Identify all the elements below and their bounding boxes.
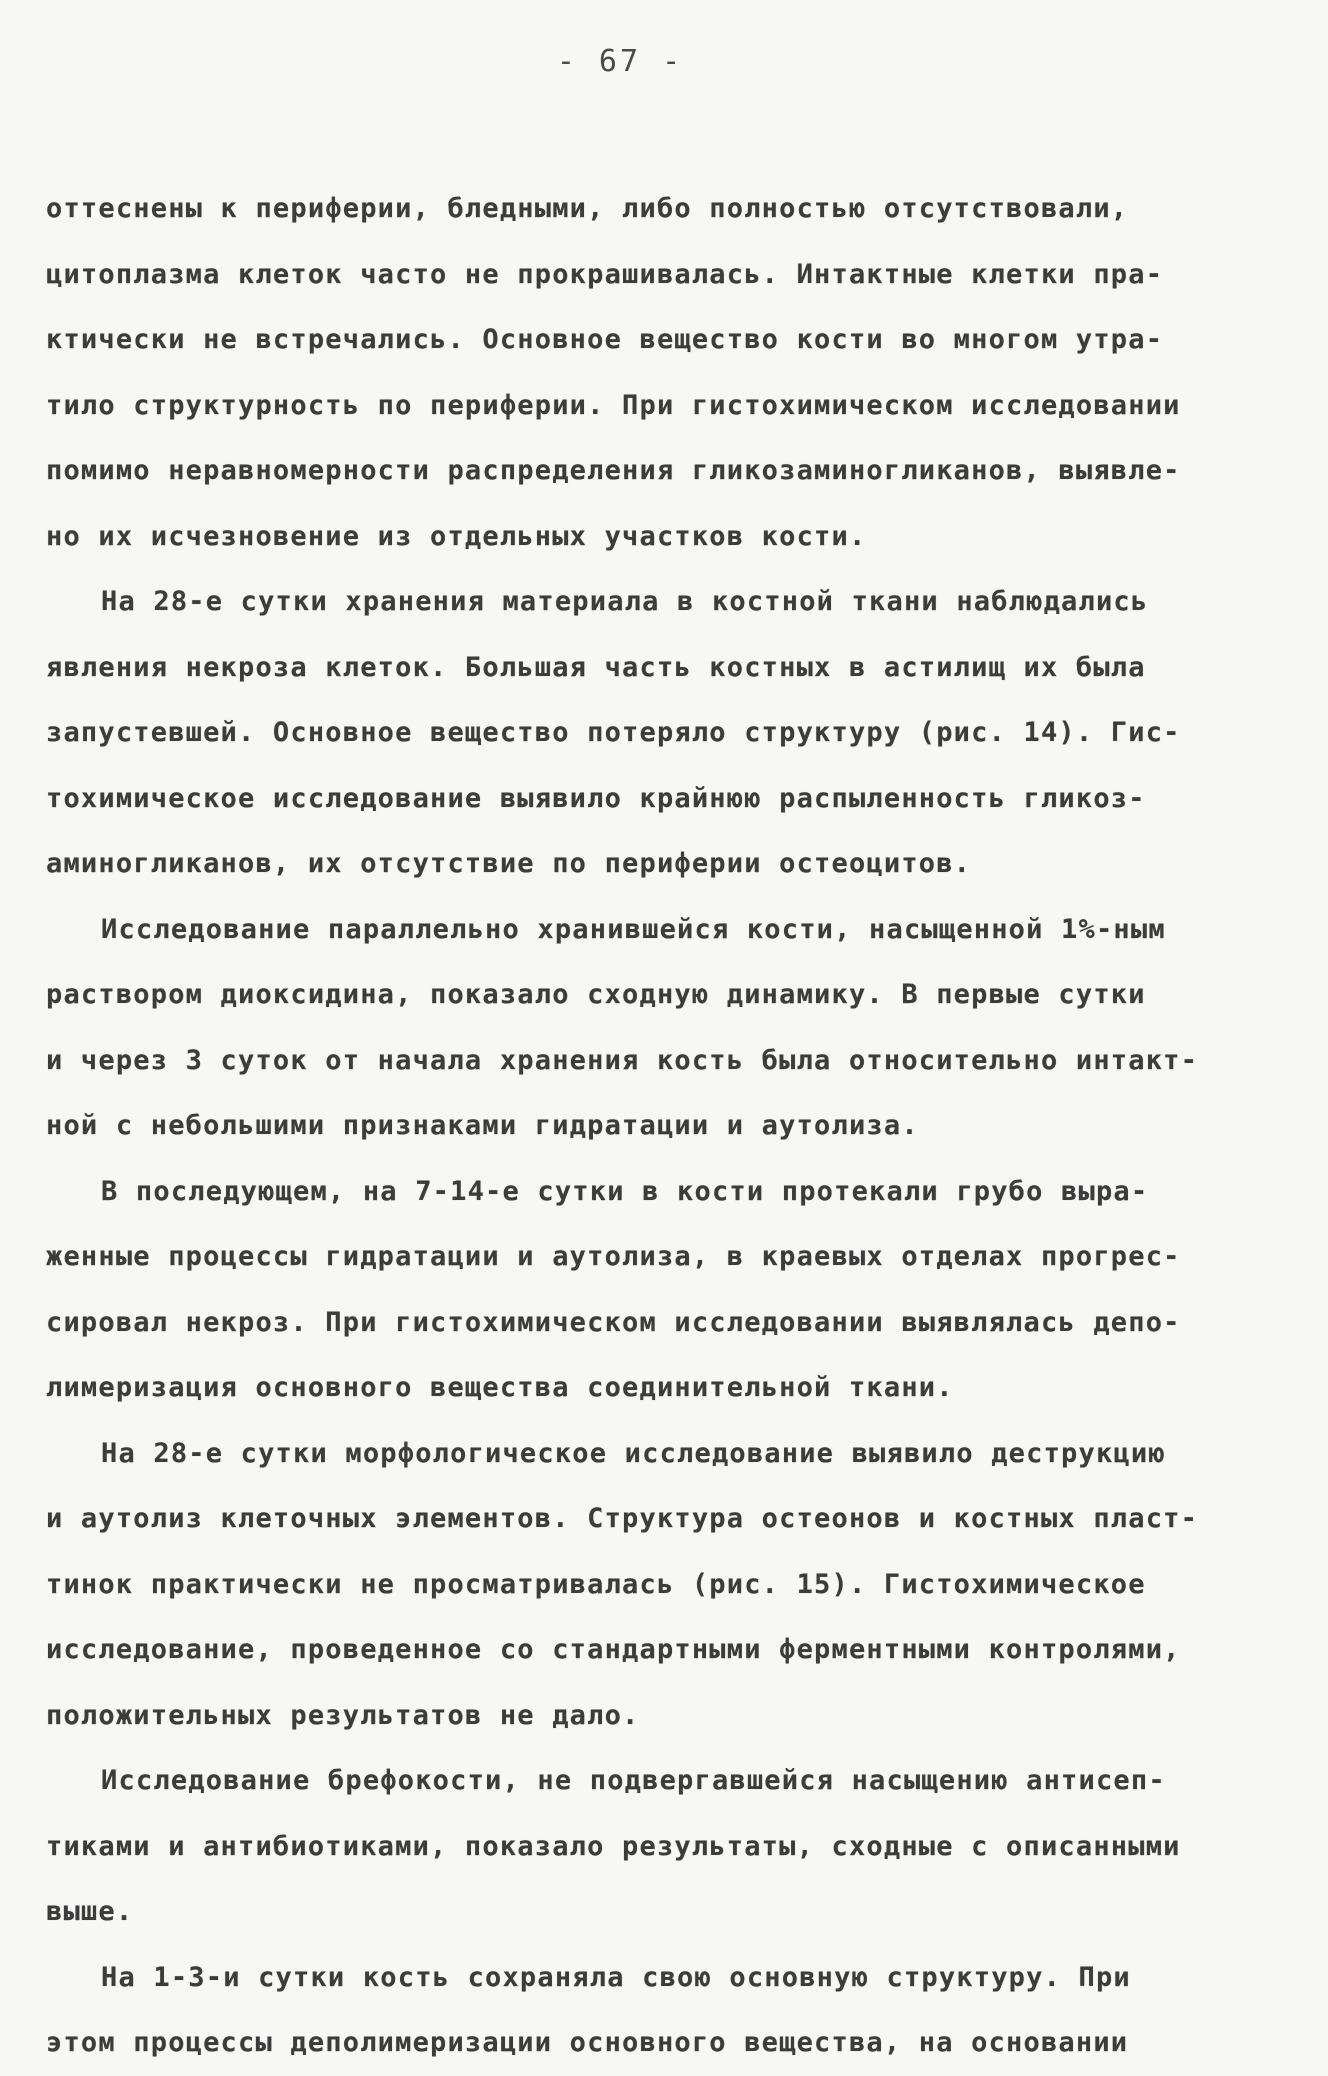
text-line: сировал некроз. При гистохимическом исследовании выявлялась депо-	[46, 1306, 1181, 1338]
text-line: оттеснены к периферии, бледными, либо полностью отсутствовали,	[46, 193, 1129, 224]
text-line: аминогликанов, их отсутствие по периферии остеоцитов.	[46, 848, 972, 879]
text-line: тиками и антибиотиками, показало результаты, сходные с описанными	[46, 1830, 1181, 1862]
paragraph-start-line: В последующем, на 7-14-е сутки в кости протекали грубо выра-	[101, 1175, 1149, 1207]
text-line: ктически не встречались. Основное вещество кости во многом утра-	[46, 324, 1164, 355]
text-line: и аутолиз клеточных элементов. Структура остеонов и костных пласт-	[46, 1503, 1199, 1534]
paragraph-start-line: На 28-е сутки морфологическое исследование выявило деструкцию	[101, 1437, 1166, 1469]
text-line: выше.	[46, 1896, 134, 1927]
text-line: ной с небольшими признаками гидратации и аутолиза.	[46, 1110, 919, 1141]
paragraph-start-line: Исследование параллельно хранившейся кости, насыщенной 1%-ным	[101, 913, 1166, 945]
text-line: тило структурность по периферии. При гистохимическом исследовании	[46, 389, 1181, 421]
paragraph-start-line: На 28-е сутки хранения материала в костной ткани наблюдались	[101, 586, 1149, 617]
text-line: этом процессы деполимеризации основного вещества, на основании	[46, 2027, 1129, 2058]
text-line: цитоплазма клеток часто не прокрашивалась. Интактные клетки пра-	[46, 258, 1164, 290]
text-line: тохимическое исследование выявило крайнюю распыленность гликоз-	[46, 782, 1146, 814]
text-line: лимеризация основного вещества соединительной ткани.	[46, 1372, 954, 1403]
text-line: раствором диоксидина, показало сходную динамику. В первые сутки	[46, 979, 1146, 1010]
text-line: женные процессы гидратации и аутолиза, в краевых отделах прогрес-	[46, 1241, 1181, 1272]
paragraph-start-line: Исследование брефокости, не подвергавшейся насыщению антисеп-	[101, 1765, 1166, 1796]
text-line: запустевшей. Основное вещество потеряло структуру (рис. 14). Гис-	[46, 717, 1181, 748]
text-line: но их исчезновение из отдельных участков кости.	[46, 520, 867, 552]
text-line: явления некроза клеток. Большая часть костных в астилищ их была	[46, 651, 1146, 683]
page-number: - 67 -	[556, 44, 684, 79]
text-line: помимо неравномерности распределения гликозаминогликанов, выявле-	[46, 455, 1181, 486]
text-line: тинок практически не просматривалась (рис. 15). Гистохимическое	[46, 1568, 1146, 1600]
text-line: и через 3 суток от начала хранения кость была относительно интакт-	[46, 1044, 1199, 1076]
paragraph-start-line: На 1-3-и сутки кость сохраняла свою основную структуру. При	[101, 1961, 1131, 1993]
page-text	[46, 176, 1276, 2076]
text-line: исследование, проведенное со стандартными ферментными контролями,	[46, 1634, 1181, 1665]
text-line: положительных результатов не дало.	[46, 1699, 640, 1731]
